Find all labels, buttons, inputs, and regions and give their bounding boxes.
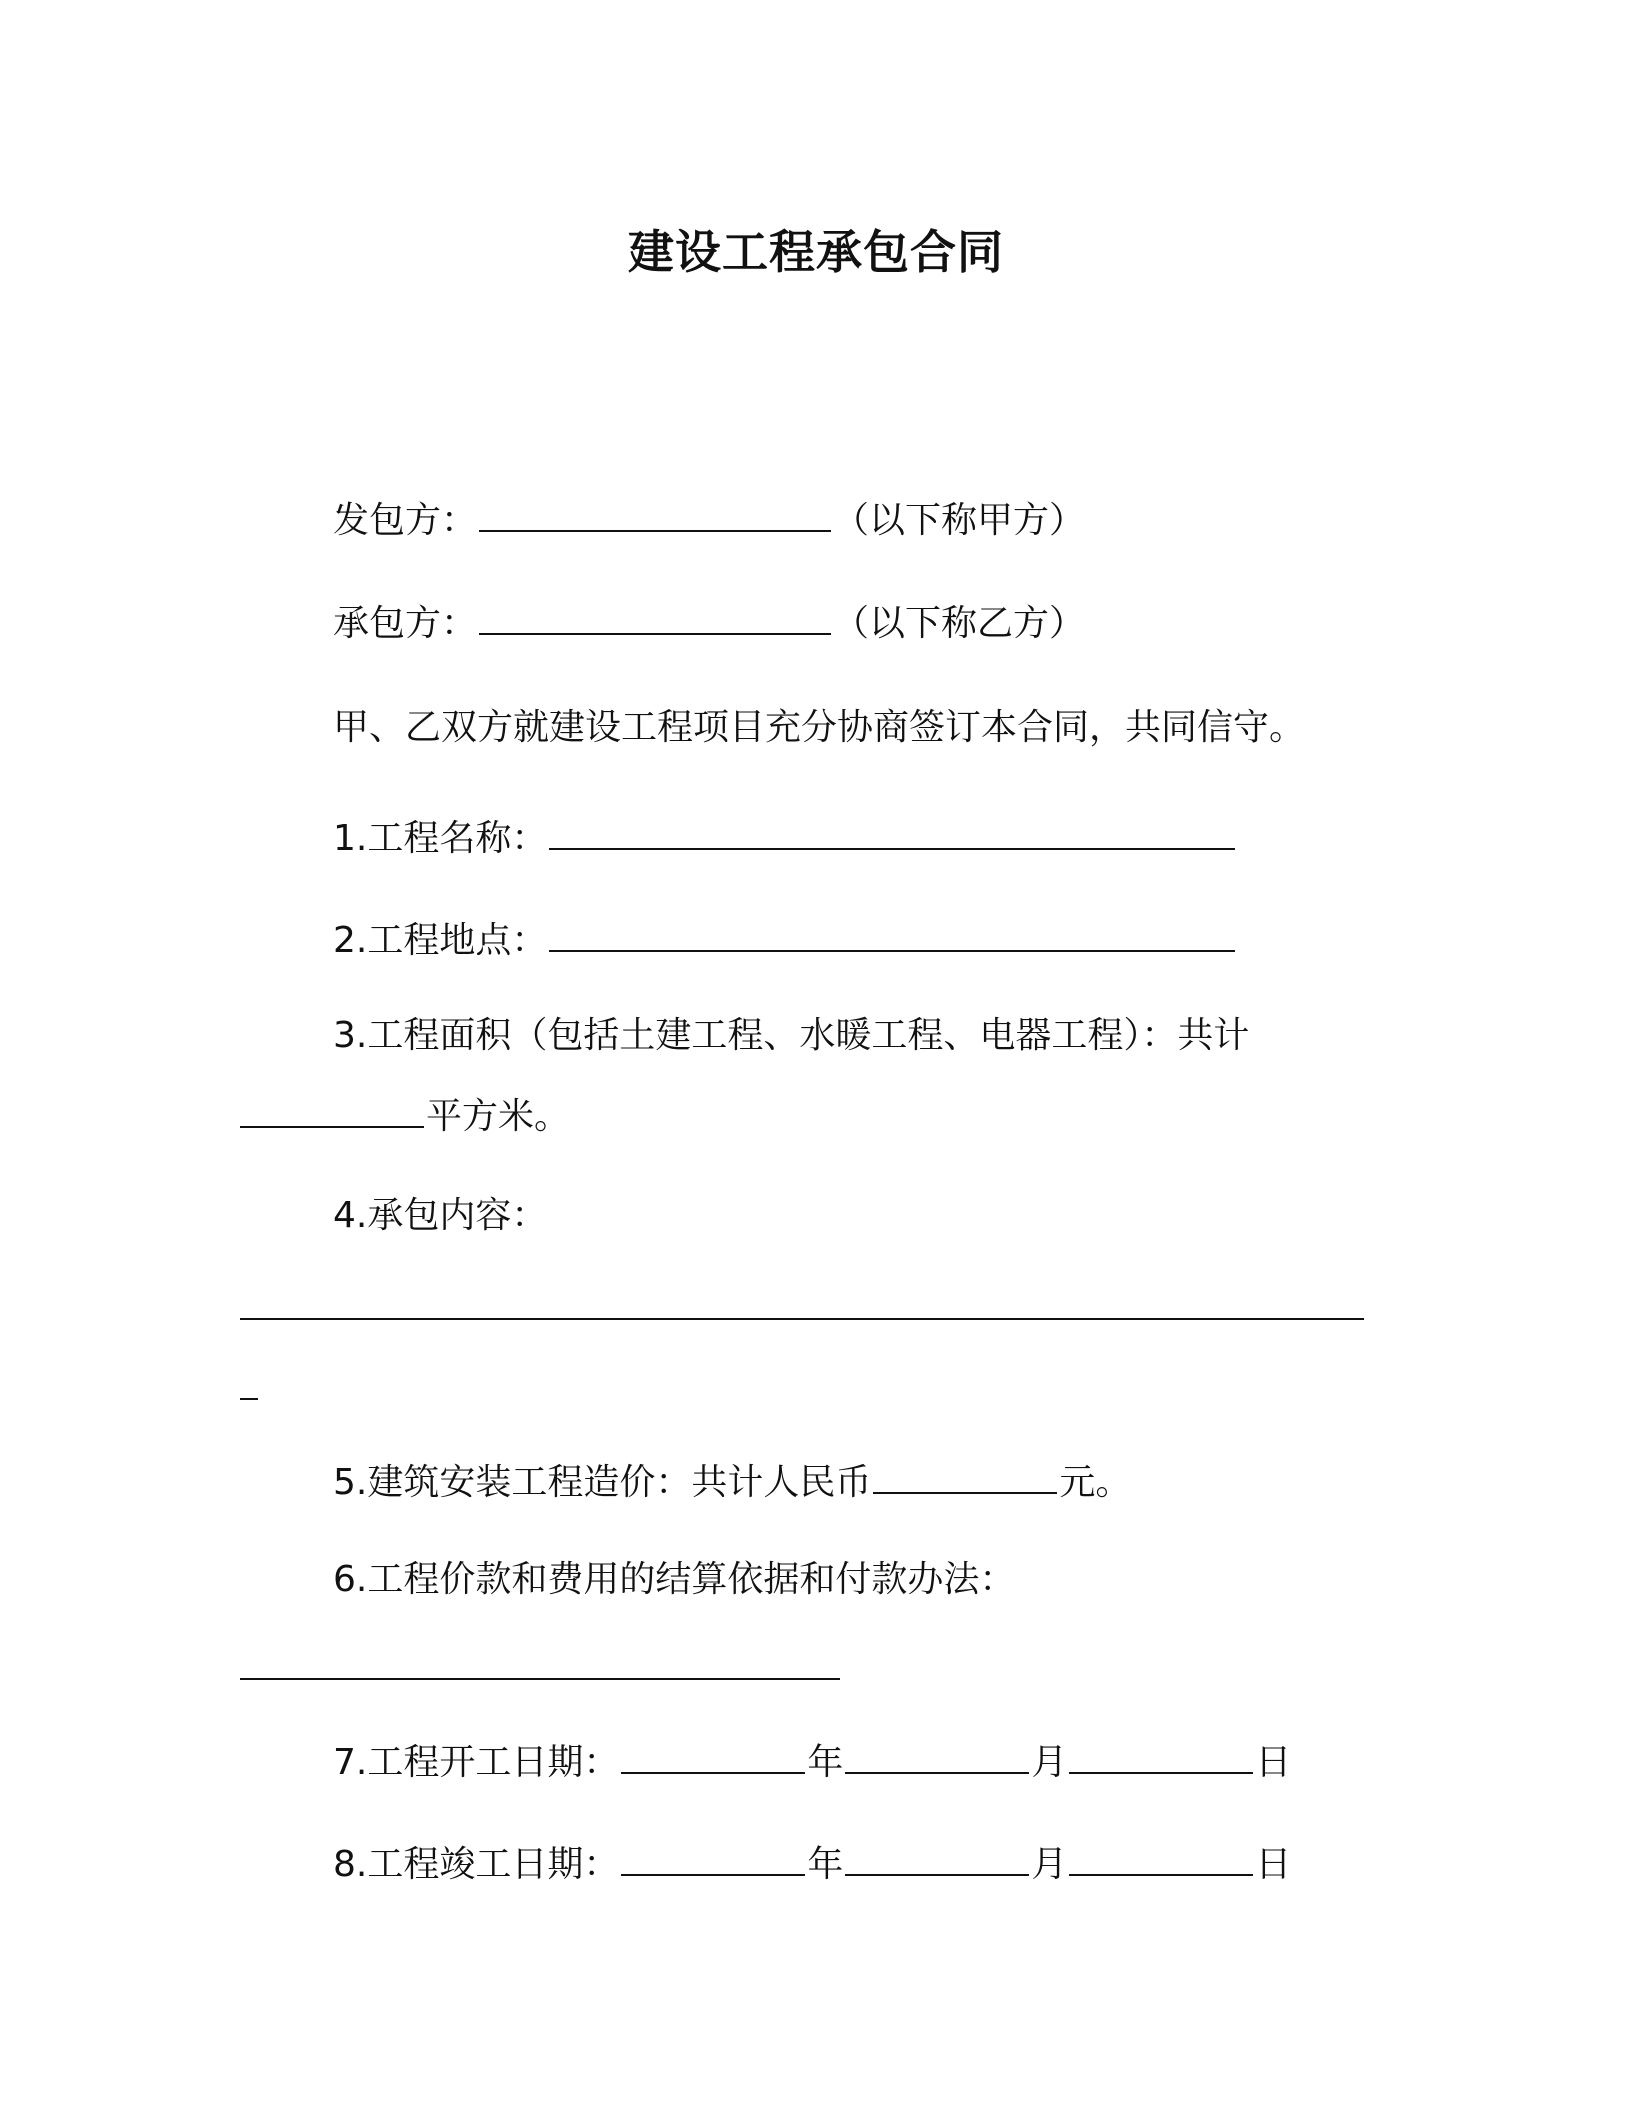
item-4-label: 4.承包内容： bbox=[333, 1195, 548, 1236]
item-7-year-blank[interactable] bbox=[621, 1736, 805, 1774]
item-7-day-blank[interactable] bbox=[1069, 1736, 1253, 1774]
item-1-blank[interactable] bbox=[549, 812, 1235, 850]
item-8-day-blank[interactable] bbox=[1069, 1838, 1253, 1876]
item-8-year-blank[interactable] bbox=[621, 1838, 805, 1876]
item-1-line bbox=[333, 812, 1237, 863]
item-5-unit: 元。 bbox=[1059, 1462, 1132, 1503]
item-8-year: 年 bbox=[807, 1844, 844, 1885]
party-b-suffix: （以下称乙方） bbox=[833, 603, 1086, 644]
item-4-line bbox=[333, 1192, 547, 1240]
item-4-blank-overflow[interactable] bbox=[240, 1396, 258, 1400]
item-8-month-blank[interactable] bbox=[845, 1838, 1029, 1876]
item-3-continuation bbox=[240, 1090, 570, 1141]
item-8-label: 8.工程竣工日期： bbox=[333, 1844, 620, 1885]
item-7-month: 月 bbox=[1031, 1742, 1068, 1783]
item-6-blank[interactable] bbox=[240, 1676, 840, 1680]
item-7-line bbox=[333, 1736, 1291, 1787]
item-5-line bbox=[333, 1456, 1131, 1507]
party-b-label: 承包方： bbox=[333, 603, 478, 644]
item-7-year: 年 bbox=[807, 1742, 844, 1783]
item-7-label: 7.工程开工日期： bbox=[333, 1742, 620, 1783]
party-a-suffix: （以下称甲方） bbox=[833, 500, 1086, 541]
item-5-label: 5.建筑安装工程造价：共计人民币 bbox=[333, 1462, 872, 1503]
item-2-label: 2.工程地点： bbox=[333, 920, 548, 961]
item-3-line bbox=[333, 1012, 1249, 1060]
item-3-label: 3.工程面积（包括土建工程、水暖工程、电器工程）：共计 bbox=[333, 1015, 1250, 1056]
item-8-month: 月 bbox=[1031, 1844, 1068, 1885]
party-b-line bbox=[333, 597, 1085, 648]
item-8-line bbox=[333, 1838, 1291, 1889]
item-7-day: 日 bbox=[1255, 1742, 1292, 1783]
party-a-line bbox=[333, 494, 1085, 545]
item-2-blank[interactable] bbox=[549, 914, 1235, 952]
party-b-blank[interactable] bbox=[479, 597, 831, 635]
item-2-line bbox=[333, 914, 1237, 965]
party-a-label: 发包方： bbox=[333, 500, 478, 541]
intro-text: 甲、乙双方就建设工程项目充分协商签订本合同，共同信守。 bbox=[333, 707, 1306, 748]
item-1-label: 1.工程名称： bbox=[333, 818, 548, 859]
item-7-month-blank[interactable] bbox=[845, 1736, 1029, 1774]
item-8-day: 日 bbox=[1255, 1844, 1292, 1885]
party-a-blank[interactable] bbox=[479, 494, 831, 532]
item-3-blank[interactable] bbox=[240, 1090, 424, 1128]
item-3-unit: 平方米。 bbox=[426, 1096, 571, 1137]
item-4-blank[interactable] bbox=[240, 1316, 1364, 1320]
item-6-line bbox=[333, 1556, 1015, 1604]
item-6-label: 6.工程价款和费用的结算依据和付款办法： bbox=[333, 1559, 1016, 1600]
item-5-blank[interactable] bbox=[873, 1456, 1057, 1494]
document-title: 建设工程承包合同 bbox=[628, 225, 1004, 279]
